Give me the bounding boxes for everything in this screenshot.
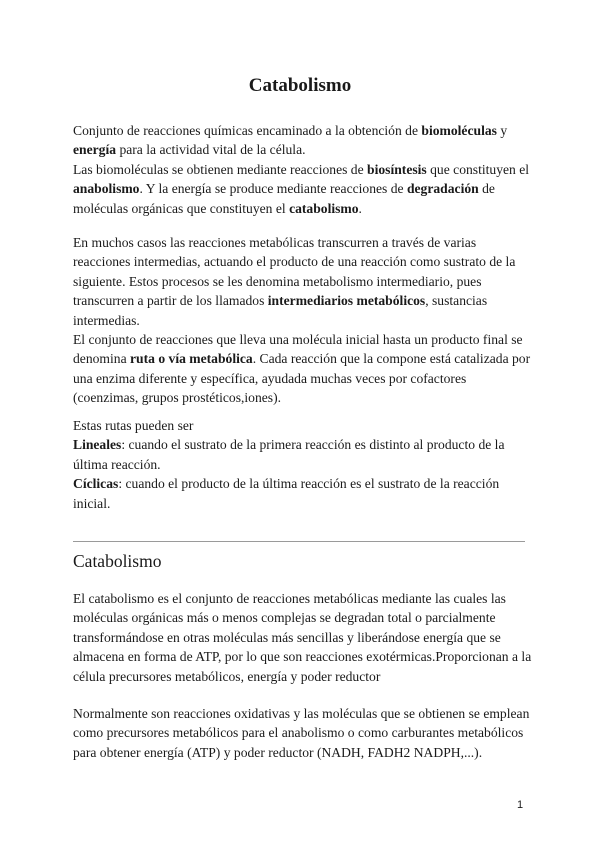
bold-term: Cíclicas	[73, 476, 119, 492]
bold-term: catabolismo	[289, 200, 359, 216]
section-divider	[73, 541, 525, 542]
bold-term: biosíntesis	[367, 161, 427, 177]
bold-term: intermediarios metabólicos	[267, 293, 426, 309]
text-span: . Y la energía se produce mediante reacciones de	[139, 181, 407, 197]
intro-paragraph-1	[73, 121, 533, 160]
bold-term: biomoléculas	[421, 123, 497, 138]
bold-term: Lineales	[73, 437, 122, 453]
bold-term: anabolismo	[73, 181, 140, 197]
routes-intro: Estas rutas pueden ser	[73, 418, 194, 433]
catabolism-paragraph-2: Normalmente son reacciones oxidativas y las moléculas que se obtienen se emplean como precursores metabólicos para el anabolismo o como carburantes metabólicos para obtener energía (ATP) y poder reductor (NADH, FADH2 NADPH,...).	[73, 706, 530, 760]
text-span: : cuando el producto de la última reacción es el sustrato de la reacción inicial.	[73, 476, 500, 511]
section-heading: Catabolismo	[73, 551, 162, 571]
text-span: El conjunto de reacciones que lleva una molécula inicial hasta un producto final se denomina	[73, 332, 523, 367]
page-title: Catabolismo	[248, 75, 352, 96]
text-span: para la actividad vital de la célula.	[116, 142, 306, 158]
bold-term: ruta o vía metabólica	[130, 351, 253, 367]
text-span: Conjunto de reacciones químicas encaminado a la obtención de	[73, 123, 422, 138]
text-span: que constituyen el	[426, 161, 530, 177]
catabolism-paragraph-1: El catabolismo es el conjunto de reacciones metabólicas mediante las cuales las moléculas orgánicas más o menos complejas se degradan total o parcialmente transformándose en otras moléculas más sencillas y liberándose energía que se almacena en forma de ATP, por lo que son reacciones exotérmicas.Proporcionan a la célula precursores metabólicos, energía y poder reductor	[73, 591, 532, 684]
text-span: : cuando el sustrato de la primera reacción es distinto al producto de la última reacción.	[73, 437, 505, 472]
text-span: , sustancias intermedias.	[73, 293, 488, 328]
intro-paragraph-2	[73, 160, 533, 218]
metabolism-paragraph-2	[73, 330, 533, 408]
metabolism-section	[73, 233, 533, 408]
route-lineal	[73, 435, 533, 474]
text-span: y	[496, 123, 508, 138]
text-span: . Cada reacción que la compone está catalizada por una enzima diferente y específica, ayudada muchas veces por cofactores (coenzimas, grupos prostéticos,iones).	[73, 351, 531, 406]
text-span: .	[358, 200, 362, 216]
text-span: En muchos casos las reacciones metabólicas transcurren a través de varias reacciones intermedias, actuando el producto de una reacción como sustrato de la siguiente. Estos procesos se les denomina metabolismo intermediario, pues transcurren a partir de los llamados	[73, 235, 516, 309]
metabolism-paragraph-1	[73, 233, 533, 330]
routes-section	[73, 416, 533, 513]
bold-term: energía	[73, 142, 117, 158]
bold-term: degradación	[406, 181, 479, 197]
route-ciclica	[73, 474, 533, 513]
intro-section	[73, 121, 533, 218]
catabolism-section-2	[73, 704, 533, 762]
text-span: de moléculas orgánicas que constituyen el	[73, 181, 495, 216]
page-number: 1	[517, 799, 524, 811]
text-span: Las biomoléculas se obtienen mediante reacciones de	[73, 161, 368, 177]
catabolism-section	[73, 589, 533, 686]
